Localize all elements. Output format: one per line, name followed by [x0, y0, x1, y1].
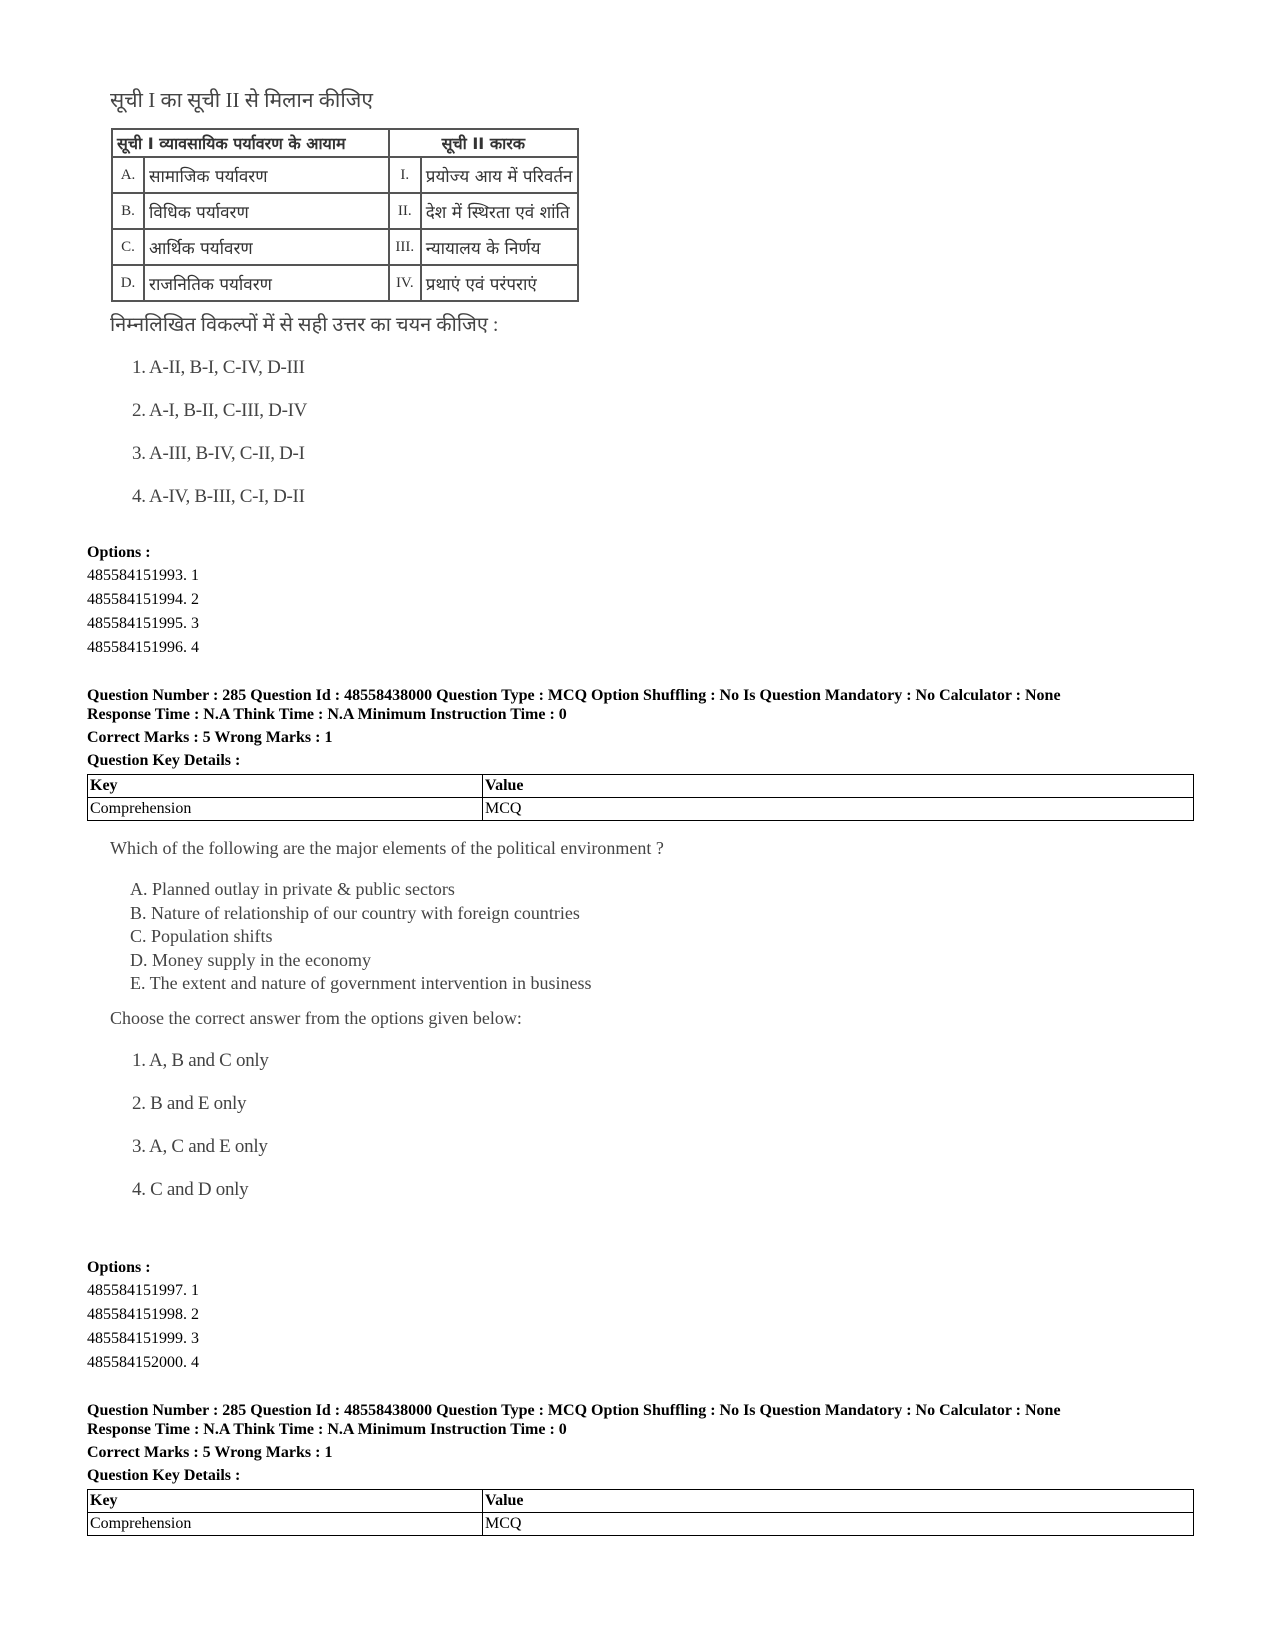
choice-1: 1. A, B and C only: [132, 1050, 269, 1071]
table-row: [88, 775, 1194, 798]
list-1-header: सूची I व्यावसायिक पर्यावरण के आयाम: [112, 129, 389, 157]
key-cell: Comprehension: [88, 798, 483, 821]
match-table-header: [112, 129, 578, 157]
option-item: 485584151999. 3: [87, 1330, 199, 1347]
question-1-heading: सूची I का सूची II से मिलान कीजिए: [110, 88, 373, 112]
table-row: C. आर्थिक पर्यावरण III. न्यायालय के निर्णय: [112, 229, 578, 265]
timing-info-line: Response Time : N.A Think Time : N.A Minimum Instruction Time : 0: [87, 1421, 567, 1438]
question-info-line: Question Number : 285 Question Id : 48558438000 Question Type : MCQ Option Shuffling : No Is Question Mandatory : No Calculator : None: [87, 1402, 1061, 1419]
marks-line: Correct Marks : 5 Wrong Marks : 1: [87, 1444, 333, 1461]
key-details-label: Question Key Details :: [87, 1467, 241, 1484]
question-1-options: [87, 542, 199, 660]
table-row: D. राजनितिक पर्यावरण IV. प्रथाएं एवं परंपराएं: [112, 265, 578, 301]
list-2-header: सूची II कारक: [389, 129, 578, 157]
statement-item: C. Population shifts: [130, 926, 273, 946]
option-item: 485584151993. 1: [87, 567, 199, 584]
statement-item: B. Nature of relationship of our country with foreign countries: [130, 902, 580, 923]
option-item: 485584152000. 4: [87, 1354, 199, 1371]
table-row: B. विधिक पर्यावरण II. देश में स्थिरता एवं शांति: [112, 193, 578, 229]
key-details-table: [87, 774, 1194, 821]
marks-line: Correct Marks : 5 Wrong Marks : 1: [87, 729, 333, 746]
choice-4: 4. C and D only: [132, 1179, 249, 1200]
statement-item: E. The extent and nature of government intervention in business: [130, 973, 592, 993]
option-item: 485584151998. 2: [87, 1306, 199, 1323]
statement-list: [130, 878, 592, 996]
question-2-prompt: Choose the correct answer from the options given below:: [110, 1008, 522, 1028]
option-item: 485584151996. 4: [87, 639, 199, 656]
option-item: 485584151997. 1: [87, 1282, 199, 1299]
table-row: [88, 1490, 1194, 1513]
key-cell: Comprehension: [88, 1513, 483, 1536]
statement-item: D. Money supply in the economy: [130, 949, 371, 970]
value-cell: MCQ: [483, 1513, 1194, 1536]
table-row: [88, 1513, 1194, 1536]
timing-info-line: Response Time : N.A Think Time : N.A Minimum Instruction Time : 0: [87, 706, 567, 723]
choice-2: 2. A-I, B-II, C-III, D-IV: [132, 400, 308, 421]
option-item: 485584151994. 2: [87, 591, 199, 608]
choice-4: 4. A-IV, B-III, C-I, D-II: [132, 486, 305, 507]
value-header: Value: [483, 775, 1194, 798]
question-2-image: [110, 838, 730, 1238]
question-meta-1: [87, 686, 1207, 821]
key-header: Key: [88, 775, 483, 798]
choice-2: 2. B and E only: [132, 1093, 247, 1114]
statement-item: A. Planned outlay in private & public sectors: [130, 879, 455, 899]
choice-3: 3. A-III, B-IV, C-II, D-I: [132, 443, 305, 464]
choice-1: 1. A-II, B-I, C-IV, D-III: [132, 357, 305, 378]
value-header: Value: [483, 1490, 1194, 1513]
key-details-table: [87, 1489, 1194, 1536]
question-1-prompt: निम्नलिखित विकल्पों में से सही उत्तर का चयन कीजिए :: [110, 314, 499, 336]
question-info-line: Question Number : 285 Question Id : 48558438000 Question Type : MCQ Option Shuffling : No Is Question Mandatory : No Calculator : None: [87, 687, 1061, 704]
option-item: 485584151995. 3: [87, 615, 199, 632]
value-cell: MCQ: [483, 798, 1194, 821]
choice-3: 3. A, C and E only: [132, 1136, 268, 1157]
options-label: Options :: [87, 544, 151, 561]
key-header: Key: [88, 1490, 483, 1513]
key-details-label: Question Key Details :: [87, 752, 241, 769]
question-2-heading: Which of the following are the major elements of the political environment ?: [110, 838, 664, 858]
table-row: A. सामाजिक पर्यावरण I. प्रयोज्य आय में परिवर्तन: [112, 157, 578, 193]
options-label: Options :: [87, 1259, 151, 1276]
match-table: [111, 128, 579, 302]
table-row: [88, 798, 1194, 821]
question-2-options: [87, 1257, 199, 1375]
question-meta-2: [87, 1401, 1207, 1536]
question-1-image: [110, 82, 630, 532]
